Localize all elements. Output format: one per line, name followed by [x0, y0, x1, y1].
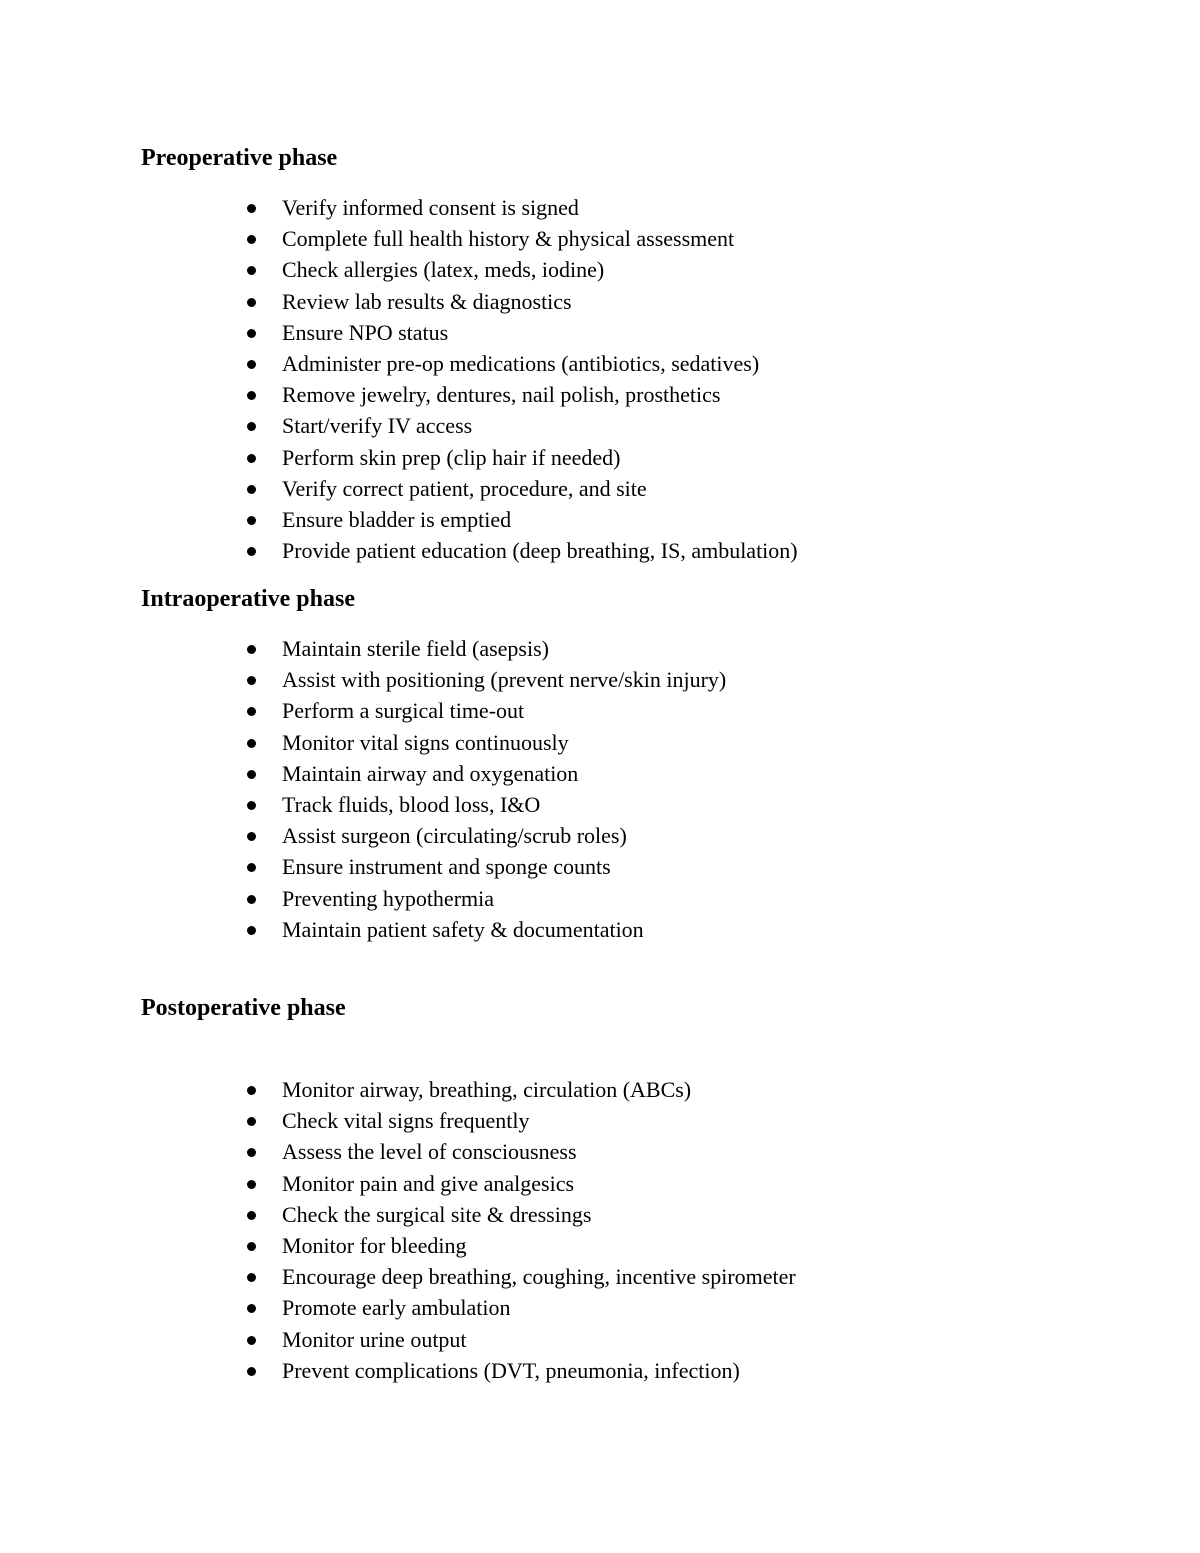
bullet-icon: [247, 360, 256, 369]
bullet-icon: [247, 266, 256, 275]
bullet-icon: [247, 391, 256, 400]
list-item-text: Monitor urine output: [282, 1326, 467, 1352]
bullet-icon: [247, 516, 256, 525]
section-heading-postoperative: Postoperative phase: [141, 995, 346, 1021]
bullet-icon: [247, 235, 256, 244]
list-item-text: Check vital signs frequently: [282, 1108, 530, 1134]
bullet-icon: [247, 1242, 256, 1251]
list-item-text: Assess the level of consciousness: [282, 1139, 577, 1165]
list-item-text: Maintain airway and oxygenation: [282, 760, 579, 786]
list-item-text: Encourage deep breathing, coughing, incentive spirometer: [282, 1264, 796, 1290]
list-item-text: Provide patient education (deep breathing, IS, ambulation): [282, 538, 798, 564]
list-item-text: Ensure NPO status: [282, 319, 449, 345]
bullet-icon: [247, 1180, 256, 1189]
bullet-icon: [247, 1117, 256, 1126]
bullet-icon: [247, 676, 256, 685]
list-item-text: Assist with positioning (prevent nerve/skin injury): [282, 667, 727, 693]
list-item-text: Preventing hypothermia: [282, 885, 495, 911]
list-item-text: Assist surgeon (circulating/scrub roles): [282, 823, 627, 849]
list-item-text: Monitor for bleeding: [282, 1232, 467, 1258]
list-item-text: Promote early ambulation: [282, 1295, 511, 1321]
bullet-icon: [247, 926, 256, 935]
list-item-text: Check allergies (latex, meds, iodine): [282, 257, 605, 283]
bullet-icon: [247, 770, 256, 779]
section-heading-intraoperative: Intraoperative phase: [141, 586, 355, 612]
bullet-icon: [247, 1273, 256, 1282]
list-item-text: Maintain sterile field (asepsis): [282, 636, 549, 661]
list-item-text: Ensure instrument and sponge counts: [282, 854, 611, 880]
bullet-icon: [247, 801, 256, 810]
bullet-icon: [247, 863, 256, 872]
bullet-icon: [247, 298, 256, 307]
bullet-icon: [247, 454, 256, 463]
bullet-icon: [247, 645, 256, 654]
bullet-icon: [247, 1304, 256, 1313]
bullet-icon: [247, 329, 256, 338]
bullet-icon: [247, 204, 256, 213]
list-item-text: Verify informed consent is signed: [282, 195, 579, 220]
list-item-text: Administer pre-op medications (antibiotics, sedatives): [282, 350, 760, 376]
list-item-text: Monitor airway, breathing, circulation (ABCs): [282, 1077, 692, 1102]
bullet-icon: [247, 1211, 256, 1220]
list-item-text: Review lab results & diagnostics: [282, 288, 572, 314]
bullet-icon: [247, 1367, 256, 1376]
list-item-text: Maintain patient safety & documentation: [282, 916, 644, 942]
bullet-icon: [247, 895, 256, 904]
bullet-icon: [247, 1336, 256, 1345]
list-item-text: Complete full health history & physical assessment: [282, 226, 735, 252]
list-item-text: Perform skin prep (clip hair if needed): [282, 444, 621, 470]
list-item-text: Monitor pain and give analgesics: [282, 1170, 575, 1196]
bullet-icon: [247, 707, 256, 716]
bullet-icon: [247, 1148, 256, 1157]
bullet-icon: [247, 485, 256, 494]
bullet-icon: [247, 547, 256, 556]
list-item-text: Monitor vital signs continuously: [282, 729, 569, 755]
list-item-text: Verify correct patient, procedure, and site: [282, 475, 647, 501]
list-item-text: Perform a surgical time-out: [282, 698, 525, 724]
list-item-text: Start/verify IV access: [282, 413, 473, 439]
list-item-text: Check the surgical site & dressings: [282, 1201, 592, 1227]
bullet-icon: [247, 739, 256, 748]
list-item-text: Prevent complications (DVT, pneumonia, infection): [282, 1357, 740, 1383]
list-item-text: Remove jewelry, dentures, nail polish, prosthetics: [282, 382, 721, 408]
section-heading-preoperative: Preoperative phase: [141, 145, 338, 171]
list-item-text: Ensure bladder is emptied: [282, 506, 512, 532]
list-item-text: Track fluids, blood loss, I&O: [282, 791, 541, 817]
bullet-icon: [247, 422, 256, 431]
bullet-icon: [247, 832, 256, 841]
bullet-icon: [247, 1086, 256, 1095]
